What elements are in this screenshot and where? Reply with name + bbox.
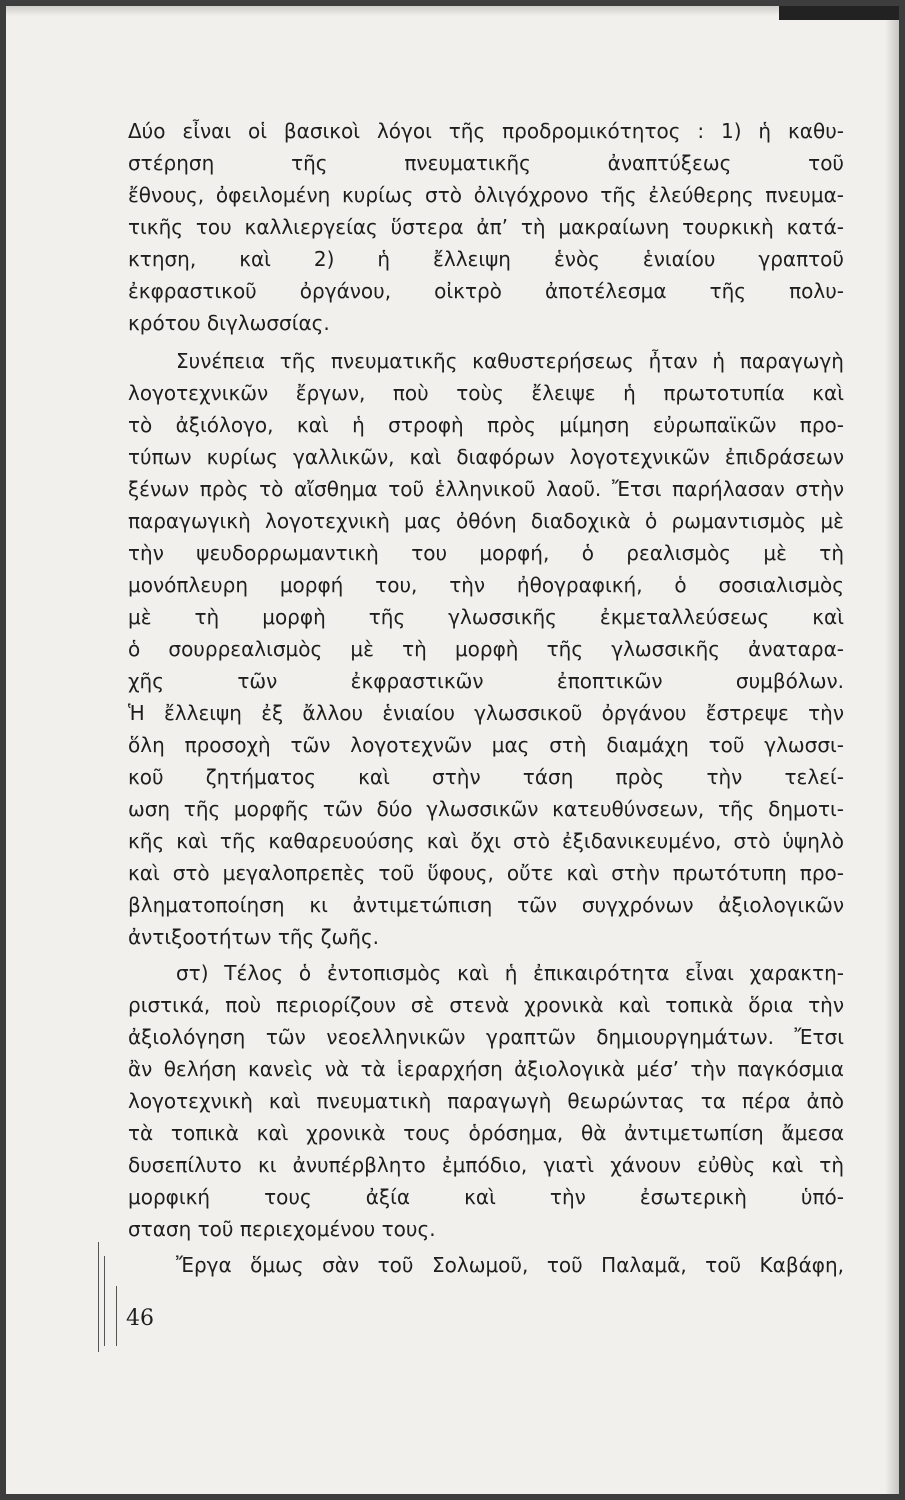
- text-line: ἀξιολόγηση τῶν νεοελληνικῶν γραπτῶν δημιουργημάτων. Ἔτσι: [128, 1025, 844, 1049]
- page-number: 46: [126, 1306, 154, 1331]
- text-line: κῆς καὶ τῆς καθαρευούσης καὶ ὄχι στὸ ἐξιδανικευμένο, στὸ ὑψηλὸ: [128, 829, 844, 853]
- text-line: ὅλη προσοχὴ τῶν λογοτεχνῶν μας στὴ διαμάχη τοῦ γλωσσι-: [128, 733, 844, 757]
- text-line: μορφική τους ἀξία καὶ τὴν ἐσωτερικὴ ὑπό-: [128, 1185, 844, 1209]
- text-line: παραγωγικὴ λογοτεχνικὴ μας ὀθόνη διαδοχικὰ ὁ ρωμαντισμὸς μὲ: [128, 509, 844, 533]
- text-line: κοῦ ζητήματος καὶ στὴν τάση πρὸς τὴν τελεί-: [128, 765, 844, 789]
- text-line: στέρηση τῆς πνευματικῆς ἀναπτύξεως τοῦ: [128, 151, 844, 175]
- text-line: δυσεπίλυτο κι ἀνυπέρβλητο ἐμπόδιο, γιατὶ χάνουν εὐθὺς καὶ τὴ: [128, 1153, 844, 1177]
- text-line: τὴν ψευδορρωμαντικὴ του μορφή, ὁ ρεαλισμὸς μὲ τὴ: [128, 541, 844, 565]
- text-line: ξένων πρὸς τὸ αἴσθημα τοῦ ἑλληνικοῦ λαοῦ. Ἔτσι παρήλασαν στὴν: [128, 477, 844, 501]
- margin-mark: [116, 1286, 117, 1346]
- text-line: λογοτεχνικῶν ἔργων, ποὺ τοὺς ἔλειψε ἡ πρωτοτυπία καὶ: [128, 381, 844, 405]
- text-line: ωση τῆς μορφῆς τῶν δύο γλωσσικῶν κατευθύνσεων, τῆς δημοτι-: [128, 797, 844, 821]
- text-line: τὸ ἀξιόλογο, καὶ ἡ στροφὴ πρὸς μίμηση εὐρωπαϊκῶν προ-: [128, 413, 844, 437]
- text-line: μὲ τὴ μορφὴ τῆς γλωσσικῆς ἐκμεταλλεύσεως καὶ: [128, 605, 844, 629]
- text-line: Συνέπεια τῆς πνευματικῆς καθυστερήσεως ἦταν ἡ παραγωγὴ: [176, 349, 844, 373]
- text-line: ἀντιξοοτήτων τῆς ζωῆς.: [128, 925, 380, 949]
- text-line: μονόπλευρη μορφή του, τὴν ἠθογραφική, ὁ σοσιαλισμὸς: [128, 573, 844, 597]
- text-line: Ἔργα ὅμως σὰν τοῦ Σολωμοῦ, τοῦ Παλαμᾶ, τοῦ Καβάφη,: [176, 1253, 844, 1277]
- text-line: τύπων κυρίως γαλλικῶν, καὶ διαφόρων λογοτεχνικῶν ἐπιδράσεων: [128, 445, 844, 469]
- scan-corner: [779, 6, 899, 20]
- page-edge-shadow: [885, 6, 899, 1494]
- text-line: ὁ σουρρεαλισμὸς μὲ τὴ μορφὴ τῆς γλωσσικῆς ἀναταρα-: [128, 637, 844, 661]
- margin-mark: [104, 1256, 105, 1346]
- text-line: ἐκφραστικοῦ ὀργάνου, οἰκτρὸ ἀποτέλεσμα τῆς πολυ-: [128, 279, 844, 303]
- text-line: κτηση, καὶ 2) ἡ ἔλλειψη ἑνὸς ἑνιαίου γραπτοῦ: [128, 247, 844, 271]
- text-line: τὰ τοπικὰ καὶ χρονικὰ τους ὁρόσημα, θὰ ἀντιμετωπίση ἄμεσα: [128, 1121, 844, 1145]
- text-line: ριστικά, ποὺ περιορίζουν σὲ στενὰ χρονικὰ καὶ τοπικὰ ὅρια τὴν: [128, 993, 844, 1017]
- margin-mark: [98, 1242, 99, 1352]
- text-line: λογοτεχνικὴ καὶ πνευματικὴ παραγωγὴ θεωρώντας τα πέρα ἀπὸ: [128, 1089, 844, 1113]
- text-line: καὶ στὸ μεγαλοπρεπὲς τοῦ ὕφους, οὔτε καὶ στὴν πρωτότυπη προ-: [128, 861, 844, 885]
- book-page: [6, 6, 899, 1494]
- text-line: κρότου διγλωσσίας.: [128, 311, 330, 335]
- text-line: τικῆς του καλλιεργείας ὕστερα ἀπ’ τὴ μακραίωνη τουρκικὴ κατά-: [128, 215, 844, 239]
- text-line: Δύο εἶναι οἱ βασικοὶ λόγοι τῆς προδρομικότητος : 1) ἡ καθυ-: [128, 119, 844, 143]
- text-line: βληματοποίηση κι ἀντιμετώπιση τῶν συγχρόνων ἀξιολογικῶν: [128, 893, 844, 917]
- text-line: στ) Τέλος ὁ ἐντοπισμὸς καὶ ἡ ἐπικαιρότητα εἶναι χαρακτη-: [176, 961, 844, 985]
- text-line: Ἡ ἔλλειψη ἐξ ἄλλου ἑνιαίου γλωσσικοῦ ὀργάνου ἔστρεψε τὴν: [128, 701, 844, 725]
- text-line: χῆς τῶν ἐκφραστικῶν ἐποπτικῶν συμβόλων.: [128, 669, 844, 693]
- page-top-shadow: [6, 6, 899, 16]
- text-line: ἂν θελήση κανεὶς νὰ τὰ ἱεραρχήση ἀξιολογικὰ μέσ’ τὴν παγκόσμια: [128, 1057, 844, 1081]
- text-line: ἔθνους, ὀφειλομένη κυρίως στὸ ὀλιγόχρονο τῆς ἐλεύθερης πνευμα-: [128, 183, 844, 207]
- text-line: σταση τοῦ περιεχομένου τους.: [128, 1217, 436, 1241]
